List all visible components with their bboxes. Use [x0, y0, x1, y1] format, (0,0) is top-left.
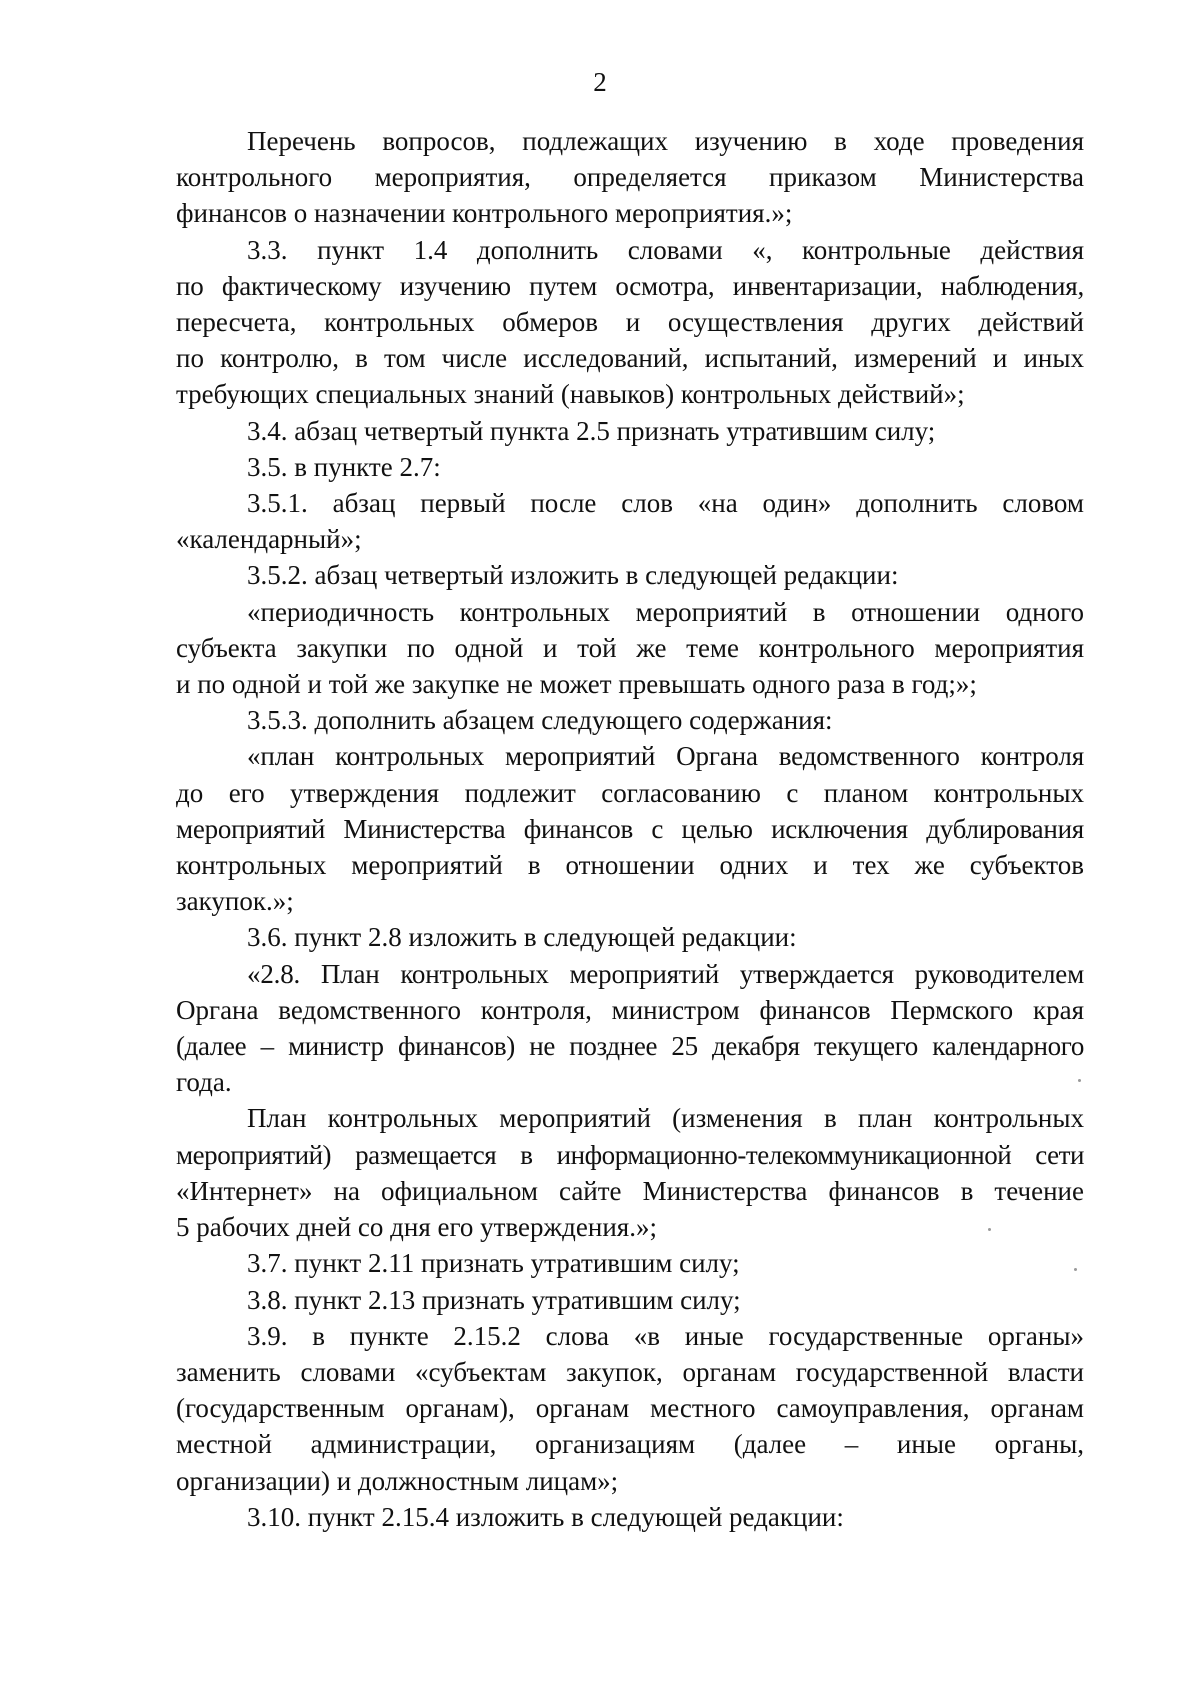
- text-line: «2.8. План контрольных мероприятий утверждается руководителем: [247, 958, 1084, 989]
- text-line: закупок.»;: [176, 886, 294, 917]
- paragraph: [176, 1318, 1084, 1499]
- text-line: контрольного мероприятия, определяется приказом Министерства: [176, 162, 1084, 193]
- paragraph: [176, 485, 1084, 557]
- text-line: 3.7. пункт 2.11 признать утратившим силу;: [247, 1248, 740, 1279]
- text-line: «план контрольных мероприятий Органа ведомственного контроля: [247, 741, 1084, 772]
- document-body: [176, 123, 1084, 1535]
- text-line: 3.5.3. дополнить абзацем следующего содержания:: [247, 705, 833, 736]
- text-line: местной администрации, организациям (далее – иные органы,: [176, 1429, 1084, 1460]
- text-line: Перечень вопросов, подлежащих изучению в ходе проведения: [247, 126, 1084, 156]
- text-line: по фактическому изучению путем осмотра, инвентаризации, наблюдения,: [176, 270, 1084, 301]
- paragraph: [176, 557, 1084, 593]
- text-line: «периодичность контрольных мероприятий в отношении одного: [247, 596, 1084, 627]
- text-line: организации) и должностным лицам»;: [176, 1465, 619, 1496]
- text-line: контрольных мероприятий в отношении одних и тех же субъектов: [176, 850, 1084, 881]
- text-line: финансов о назначении контрольного мероприятия.»;: [176, 198, 793, 229]
- text-line: до его утверждения подлежит согласованию с планом контрольных: [176, 777, 1084, 808]
- text-line: мероприятий) размещается в информационно-телекоммуникационной сети: [176, 1139, 1084, 1170]
- text-line: 3.6. пункт 2.8 изложить в следующей редакции:: [247, 922, 797, 953]
- text-line: 3.5.1. абзац первый после слов «на один» дополнить словом: [247, 488, 1084, 519]
- paragraph: [176, 232, 1084, 413]
- scan-speck: [1074, 1268, 1077, 1271]
- paragraph: [176, 919, 1084, 955]
- paragraph: [176, 1100, 1084, 1245]
- text-line: 3.9. в пункте 2.15.2 слова «в иные государственные органы»: [247, 1320, 1084, 1351]
- text-line: «календарный»;: [176, 524, 362, 555]
- text-line: субъекта закупки по одной и той же теме контрольного мероприятия: [176, 632, 1084, 663]
- scan-speck: [1078, 1079, 1081, 1082]
- paragraph: [176, 956, 1084, 1101]
- paragraph: [176, 702, 1084, 738]
- text-line: (государственным органам), органам местного самоуправления, органам: [176, 1393, 1084, 1424]
- text-line: заменить словами «субъектам закупок, органам государственной власти: [176, 1356, 1084, 1387]
- text-line: по контролю, в том числе исследований, испытаний, измерений и иных: [176, 343, 1084, 374]
- paragraph: [176, 1245, 1084, 1281]
- text-line: 3.5. в пункте 2.7:: [247, 451, 441, 482]
- text-line: 3.5.2. абзац четвертый изложить в следующей редакции:: [247, 560, 899, 591]
- text-line: (далее – министр финансов) не позднее 25 декабря текущего календарного: [176, 1031, 1084, 1062]
- text-line: 3.3. пункт 1.4 дополнить словами «, контрольные действия: [247, 234, 1084, 265]
- text-line: Органа ведомственного контроля, министром финансов Пермского края: [176, 994, 1084, 1025]
- paragraph: [176, 449, 1084, 485]
- paragraph: [176, 1282, 1084, 1318]
- text-line: мероприятий Министерства финансов с целью исключения дублирования: [176, 813, 1084, 844]
- paragraph: [176, 594, 1084, 703]
- paragraph: [176, 738, 1084, 919]
- text-line: требующих специальных знаний (навыков) контрольных действий»;: [176, 379, 965, 410]
- scan-speck: [988, 1228, 991, 1231]
- text-line: 3.10. пункт 2.15.4 изложить в следующей редакции:: [247, 1501, 844, 1532]
- paragraph: [176, 413, 1084, 449]
- text-line: 3.4. абзац четвертый пункта 2.5 признать утратившим силу;: [247, 415, 936, 446]
- text-line: года.: [176, 1067, 232, 1098]
- page-number: 2: [593, 67, 607, 97]
- text-line: 3.8. пункт 2.13 признать утратившим силу;: [247, 1284, 741, 1315]
- text-line: «Интернет» на официальном сайте Министерства финансов в течение: [176, 1175, 1084, 1206]
- text-line: План контрольных мероприятий (изменения в план контрольных: [247, 1103, 1084, 1134]
- text-line: пересчета, контрольных обмеров и осуществления других действий: [176, 307, 1084, 338]
- paragraph: [176, 1499, 1084, 1535]
- text-line: 5 рабочих дней со дня его утверждения.»;: [176, 1212, 657, 1243]
- text-line: и по одной и той же закупке не может превышать одного раза в год;»;: [176, 669, 977, 700]
- paragraph: [176, 123, 1084, 232]
